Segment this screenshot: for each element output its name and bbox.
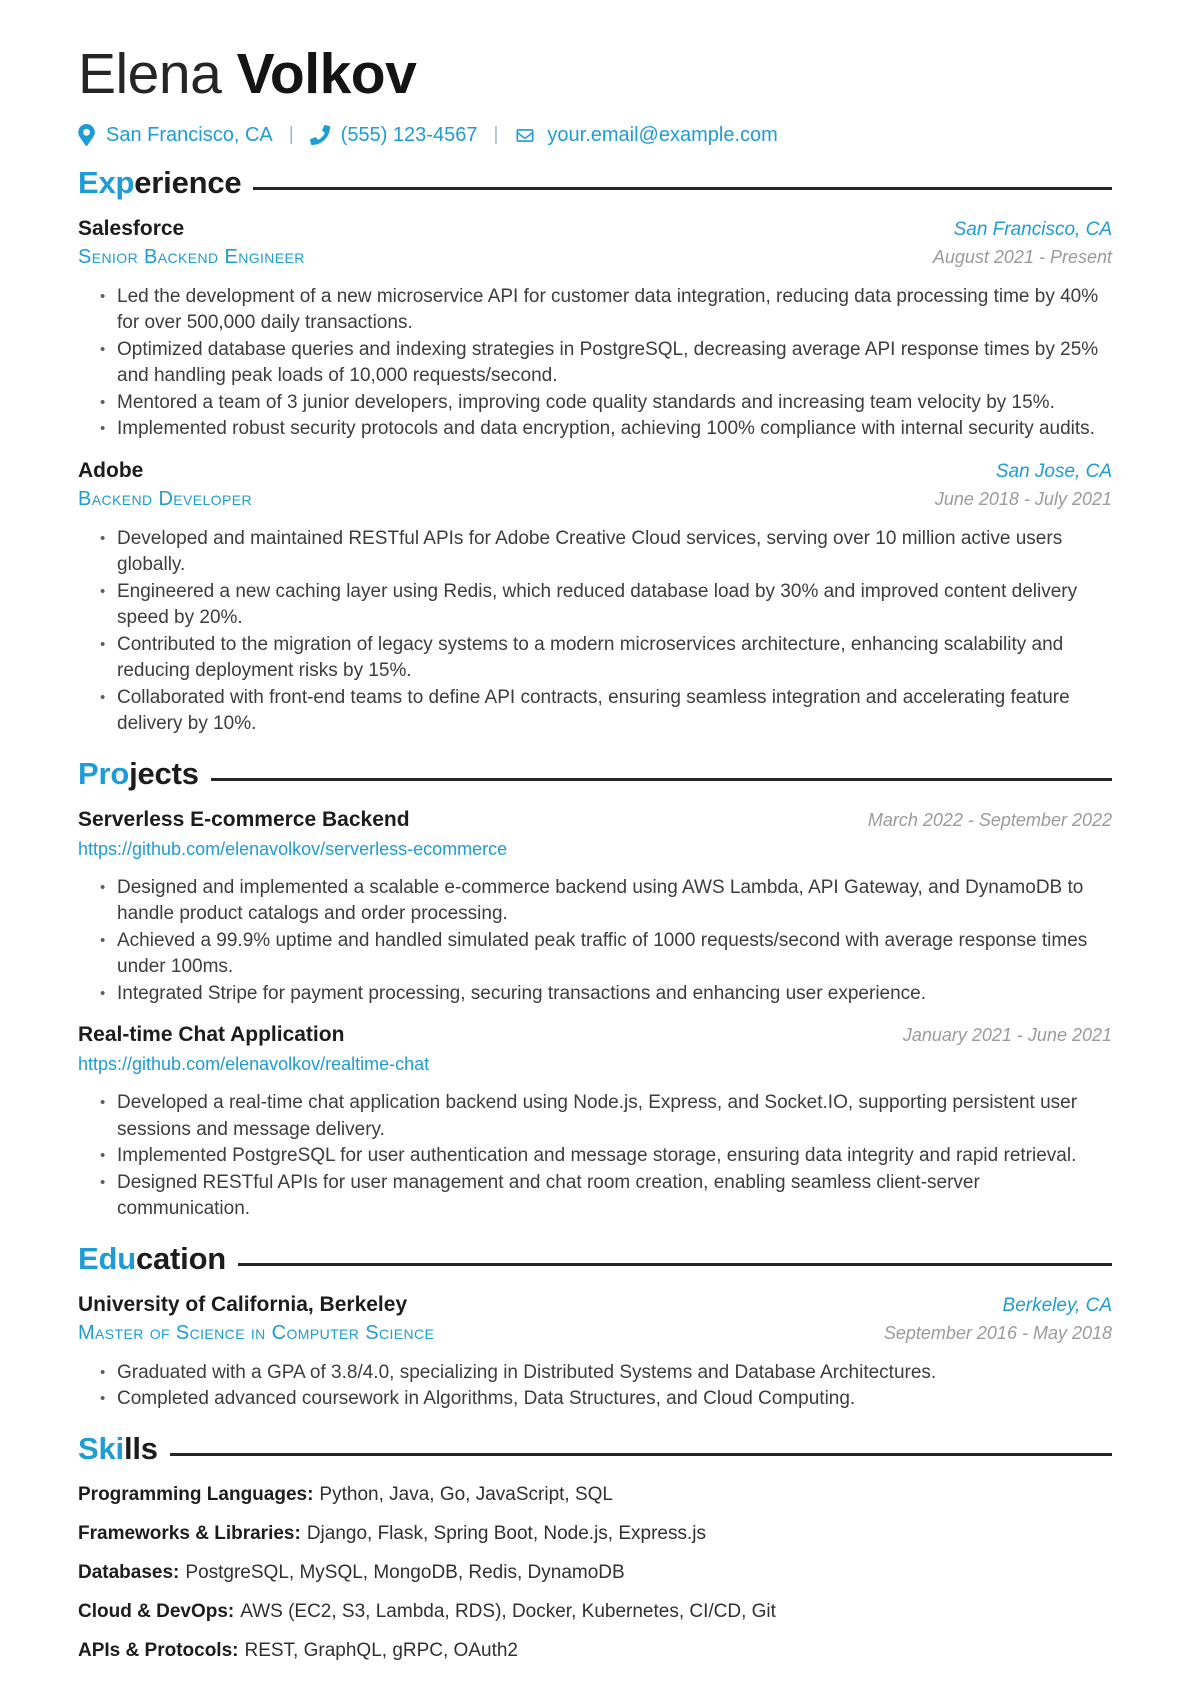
bullet-item: • Completed advanced coursework in Algorithms, Data Structures, and Cloud Computing. [100, 1386, 1112, 1413]
bullet-item: • Developed and maintained RESTful APIs for Adobe Creative Cloud services, serving over 10 million active users globally. [100, 526, 1112, 579]
skill-category-label: Programming Languages: [78, 1483, 314, 1505]
experience-entry [78, 217, 1112, 443]
bullet-item: • Implemented PostgreSQL for user authentication and message storage, ensuring data integrity and rapid retrieval. [100, 1143, 1112, 1170]
project-link[interactable]: https://github.com/elenavolkov/realtime-chat [78, 1054, 430, 1075]
skill-line [78, 1601, 1112, 1623]
project-dates: January 2021 - June 2021 [902, 1025, 1112, 1046]
skill-line [78, 1523, 1112, 1545]
project-name: Real-time Chat Application [78, 1023, 345, 1047]
skill-values: AWS (EC2, S3, Lambda, RDS), Docker, Kubernetes, CI/CD, Git [240, 1600, 776, 1622]
bullet-item: • Designed and implemented a scalable e-commerce backend using AWS Lambda, API Gateway, and DynamoDB to handle product catalogs and order processing. [100, 875, 1112, 928]
bullet-item: • Implemented robust security protocols and data encryption, achieving 100% compliance with internal security audits. [100, 416, 1112, 443]
school-location: Berkeley, CA [1002, 1294, 1112, 1316]
skill-category-label: APIs & Protocols: [78, 1639, 239, 1661]
envelope-icon [514, 127, 536, 144]
skill-line [78, 1484, 1112, 1506]
heading-rule [253, 187, 1112, 190]
bullet-item: • Graduated with a GPA of 3.8/4.0, specializing in Distributed Systems and Database Architectures. [100, 1360, 1112, 1387]
degree-name: Master of Science in Computer Science [78, 1321, 435, 1344]
map-pin-icon [78, 124, 95, 146]
project-dates: March 2022 - September 2022 [867, 809, 1112, 830]
contact-email[interactable] [514, 124, 777, 147]
school-name: University of California, Berkeley [78, 1292, 408, 1316]
skill-category-label: Databases: [78, 1561, 180, 1583]
skill-line [78, 1562, 1112, 1584]
skill-values: Django, Flask, Spring Boot, Node.js, Express.js [306, 1522, 706, 1544]
heading-rule [238, 1263, 1112, 1266]
project-link[interactable]: https://github.com/elenavolkov/serverless-ecommerce [78, 838, 508, 859]
heading-accent: Ski [78, 1430, 124, 1466]
education-bullet-list [78, 1360, 1112, 1413]
company-location: San Francisco, CA [953, 218, 1112, 240]
bullet-item: • Mentored a team of 3 junior developers, improving code quality standards and increasing team velocity by 15%. [100, 390, 1112, 417]
job-dates: August 2021 - Present [932, 246, 1112, 267]
job-title: Senior Backend Engineer [78, 245, 305, 268]
company-location: San Jose, CA [995, 460, 1112, 482]
company-name: Salesforce [78, 216, 185, 240]
heading-accent: Pro [78, 755, 130, 791]
section-heading-projects [78, 756, 1112, 792]
heading-rule [170, 1453, 1112, 1456]
bullet-item: • Designed RESTful APIs for user management and chat room creation, enabling seamless client-server communication. [100, 1170, 1112, 1223]
section-projects [78, 756, 1112, 1223]
heading-accent: Exp [78, 164, 135, 200]
section-heading-education [78, 1241, 1112, 1277]
candidate-first-name: Elena [78, 42, 222, 106]
contact-phone-text: (555) 123-4567 [340, 123, 478, 146]
section-experience [78, 165, 1112, 738]
contact-separator: | [288, 124, 294, 146]
heading-rest: jects [129, 755, 199, 791]
bullet-item: • Developed a real-time chat application backend using Node.js, Express, and Socket.IO, supporting persistent user sessions and message delivery. [100, 1090, 1112, 1143]
heading-accent: Edu [78, 1240, 136, 1276]
section-education [78, 1241, 1112, 1413]
candidate-name [78, 42, 1112, 108]
section-skills [78, 1431, 1112, 1662]
job-bullet-list [78, 284, 1112, 443]
project-entry [78, 1023, 1112, 1223]
bullet-item: • Achieved a 99.9% uptime and handled simulated peak traffic of 1000 requests/second with average response times under 100ms. [100, 928, 1112, 981]
phone-icon [310, 125, 330, 145]
contact-row [78, 124, 1112, 147]
project-bullet-list [78, 875, 1112, 1008]
experience-entry [78, 459, 1112, 738]
bullet-item: • Led the development of a new microservice API for customer data integration, reducing data processing time by 40% for over 500,000 daily transactions. [100, 284, 1112, 337]
heading-rest: erience [134, 164, 242, 200]
bullet-item: • Contributed to the migration of legacy systems to a modern microservices architecture, enhancing scalability and reducing deployment risks by 15%. [100, 632, 1112, 685]
bullet-item: • Optimized database queries and indexing strategies in PostgreSQL, decreasing average API response times by 25% and handling peak loads of 10,000 requests/second. [100, 337, 1112, 390]
education-dates: September 2016 - May 2018 [883, 1322, 1112, 1343]
job-title: Backend Developer [78, 487, 252, 510]
skill-category-label: Frameworks & Libraries: [78, 1522, 301, 1544]
job-dates: June 2018 - July 2021 [934, 488, 1112, 509]
bullet-item: • Collaborated with front-end teams to define API contracts, ensuring seamless integration and accelerating feature delivery by 10%. [100, 685, 1112, 738]
heading-rest: cation [135, 1240, 227, 1276]
project-name: Serverless E-commerce Backend [78, 807, 410, 831]
contact-phone[interactable] [310, 124, 478, 147]
section-heading-experience [78, 165, 1112, 201]
contact-location-text: San Francisco, CA [106, 123, 273, 146]
contact-email-text: your.email@example.com [547, 123, 778, 146]
skill-values: PostgreSQL, MySQL, MongoDB, Redis, DynamoDB [185, 1561, 625, 1583]
company-name: Adobe [78, 458, 144, 482]
skill-values: Python, Java, Go, JavaScript, SQL [319, 1483, 614, 1505]
section-heading-skills [78, 1431, 1112, 1467]
skill-line [78, 1640, 1112, 1662]
skill-category-label: Cloud & DevOps: [78, 1600, 235, 1622]
project-entry [78, 808, 1112, 1008]
heading-rest: lls [123, 1430, 158, 1466]
bullet-item: • Engineered a new caching layer using Redis, which reduced database load by 30% and improved content delivery speed by 20%. [100, 579, 1112, 632]
heading-rule [211, 778, 1112, 781]
project-bullet-list [78, 1090, 1112, 1223]
bullet-item: • Integrated Stripe for payment processing, securing transactions and enhancing user experience. [100, 981, 1112, 1008]
education-entry [78, 1293, 1112, 1413]
skill-values: REST, GraphQL, gRPC, OAuth2 [244, 1639, 518, 1661]
contact-location [78, 124, 273, 147]
contact-separator: | [493, 124, 499, 146]
candidate-last-name: Volkov [236, 42, 417, 106]
job-bullet-list [78, 526, 1112, 738]
